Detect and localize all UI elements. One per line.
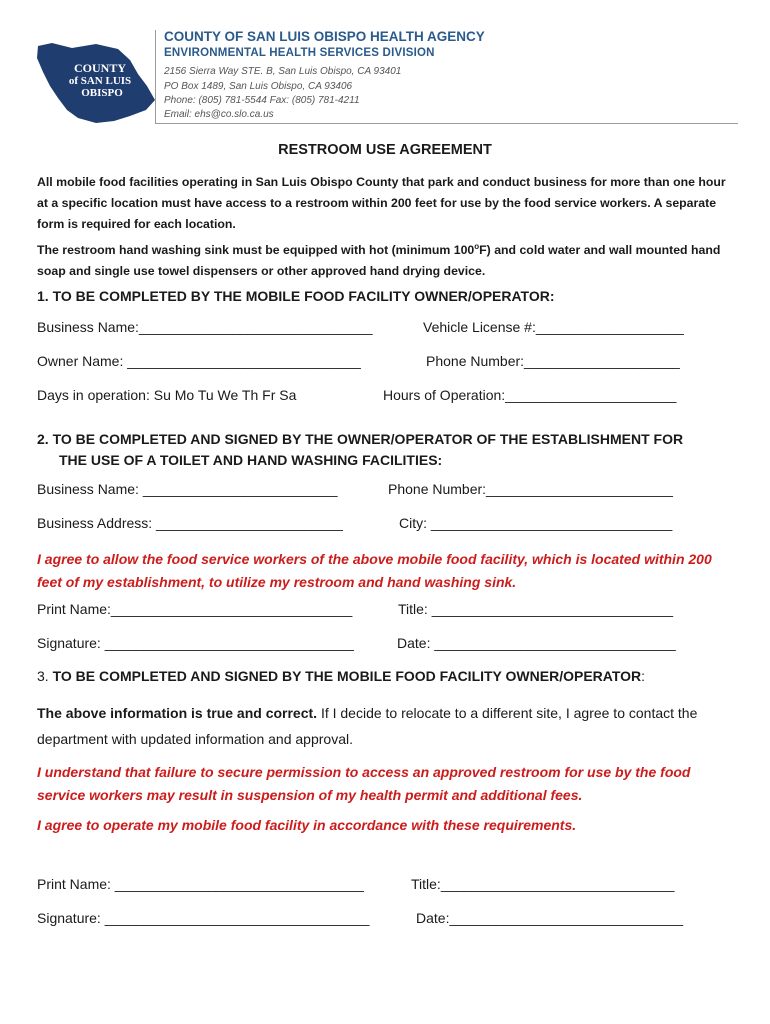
mff-phone-field[interactable]: Phone Number:____________________ xyxy=(426,353,680,369)
est-date-field[interactable]: Date: _______________________________ xyxy=(397,635,676,651)
est-business-address-field[interactable]: Business Address: ________________________ xyxy=(37,515,343,531)
mff-business-name-field[interactable]: Business Name:______________________________ xyxy=(37,319,373,335)
division-name: ENVIRONMENTAL HEALTH SERVICES DIVISION xyxy=(164,47,435,59)
intro-paragraph-2: The restroom hand washing sink must be equipped with hot (minimum 100$^o$F) and cold water and wall mounted hand soap and single use towel dispensers or other approved hand drying device. xyxy=(37,242,721,279)
header-divider-horizontal xyxy=(155,123,738,124)
logo-text-1: COUNTY xyxy=(73,61,127,75)
est-city-field[interactable]: City: _______________________________ xyxy=(399,515,673,531)
county-logo xyxy=(34,40,158,126)
email: Email: ehs@co.slo.ca.us xyxy=(164,109,274,120)
intro-paragraph-1: All mobile food facilities operating in San Luis Obispo County that park and conduct business for more than one hour at a specific location must have access to a restroom within 200 feet for use by the food service workers. A separate form is required for each location. xyxy=(37,175,726,231)
days-in-operation[interactable]: Days in operation: Su Mo Tu We Th Fr Sa xyxy=(37,387,297,403)
logo-text-2: of SAN LUIS xyxy=(68,75,132,87)
header-divider-vertical xyxy=(155,30,156,124)
est-phone-field[interactable]: Phone Number:________________________ xyxy=(388,481,673,497)
logo-text-3: OBISPO xyxy=(81,87,123,99)
mff-print-name-field[interactable]: Print Name: ________________________________ xyxy=(37,876,364,892)
section-3-heading: 3. TO BE COMPLETED AND SIGNED BY THE MOBILE FOOD FACILITY OWNER/OPERATOR: xyxy=(37,668,646,684)
po-box: PO Box 1489, San Luis Obispo, CA 93406 xyxy=(164,81,353,92)
agency-name: COUNTY OF SAN LUIS OBISPO HEALTH AGENCY xyxy=(164,29,485,44)
section-2-heading: 2. TO BE COMPLETED AND SIGNED BY THE OWNER/OPERATOR OF THE ESTABLISHMENT FOR xyxy=(37,431,684,447)
section-2-heading-cont: THE USE OF A TOILET AND HAND WASHING FACILITIES: xyxy=(59,452,443,468)
document-title: RESTROOM USE AGREEMENT xyxy=(278,142,492,158)
certification-statement: The above information is true and correct. If I decide to relocate to a different site, I agree to contact the department with updated information and approval. xyxy=(37,705,698,747)
mff-signature-field[interactable]: Signature: __________________________________ xyxy=(37,910,370,926)
suspension-warning: I understand that failure to secure permission to access an approved restroom for use by the food service workers may result in suspension of my health permit and additional fees. xyxy=(37,764,691,803)
compliance-statement: I agree to operate my mobile food facility in accordance with these requirements. xyxy=(37,817,577,833)
est-business-name-field[interactable]: Business Name: _________________________ xyxy=(37,481,338,497)
owner-name-field[interactable]: Owner Name: ______________________________ xyxy=(37,353,361,369)
establishment-agreement: I agree to allow the food service workers of the above mobile food facility, which is located within 200 feet of my establishment, to utilize my restroom and hand washing sink. xyxy=(37,551,712,590)
est-title-field[interactable]: Title: _______________________________ xyxy=(398,601,674,617)
mff-date-field[interactable]: Date:______________________________ xyxy=(416,910,684,926)
section-1-heading: 1. TO BE COMPLETED BY THE MOBILE FOOD FACILITY OWNER/OPERATOR: xyxy=(37,288,555,304)
mff-title-field[interactable]: Title:______________________________ xyxy=(411,876,675,892)
phone-fax: Phone: (805) 781-5544 Fax: (805) 781-4211 xyxy=(164,95,360,106)
hours-of-operation-field[interactable]: Hours of Operation:______________________ xyxy=(383,387,677,403)
est-signature-field[interactable]: Signature: ________________________________ xyxy=(37,635,354,651)
est-print-name-field[interactable]: Print Name:_______________________________ xyxy=(37,601,353,617)
vehicle-license-field[interactable]: Vehicle License #:___________________ xyxy=(423,319,684,335)
street-address: 2156 Sierra Way STE. B, San Luis Obispo, CA 93401 xyxy=(164,66,402,77)
